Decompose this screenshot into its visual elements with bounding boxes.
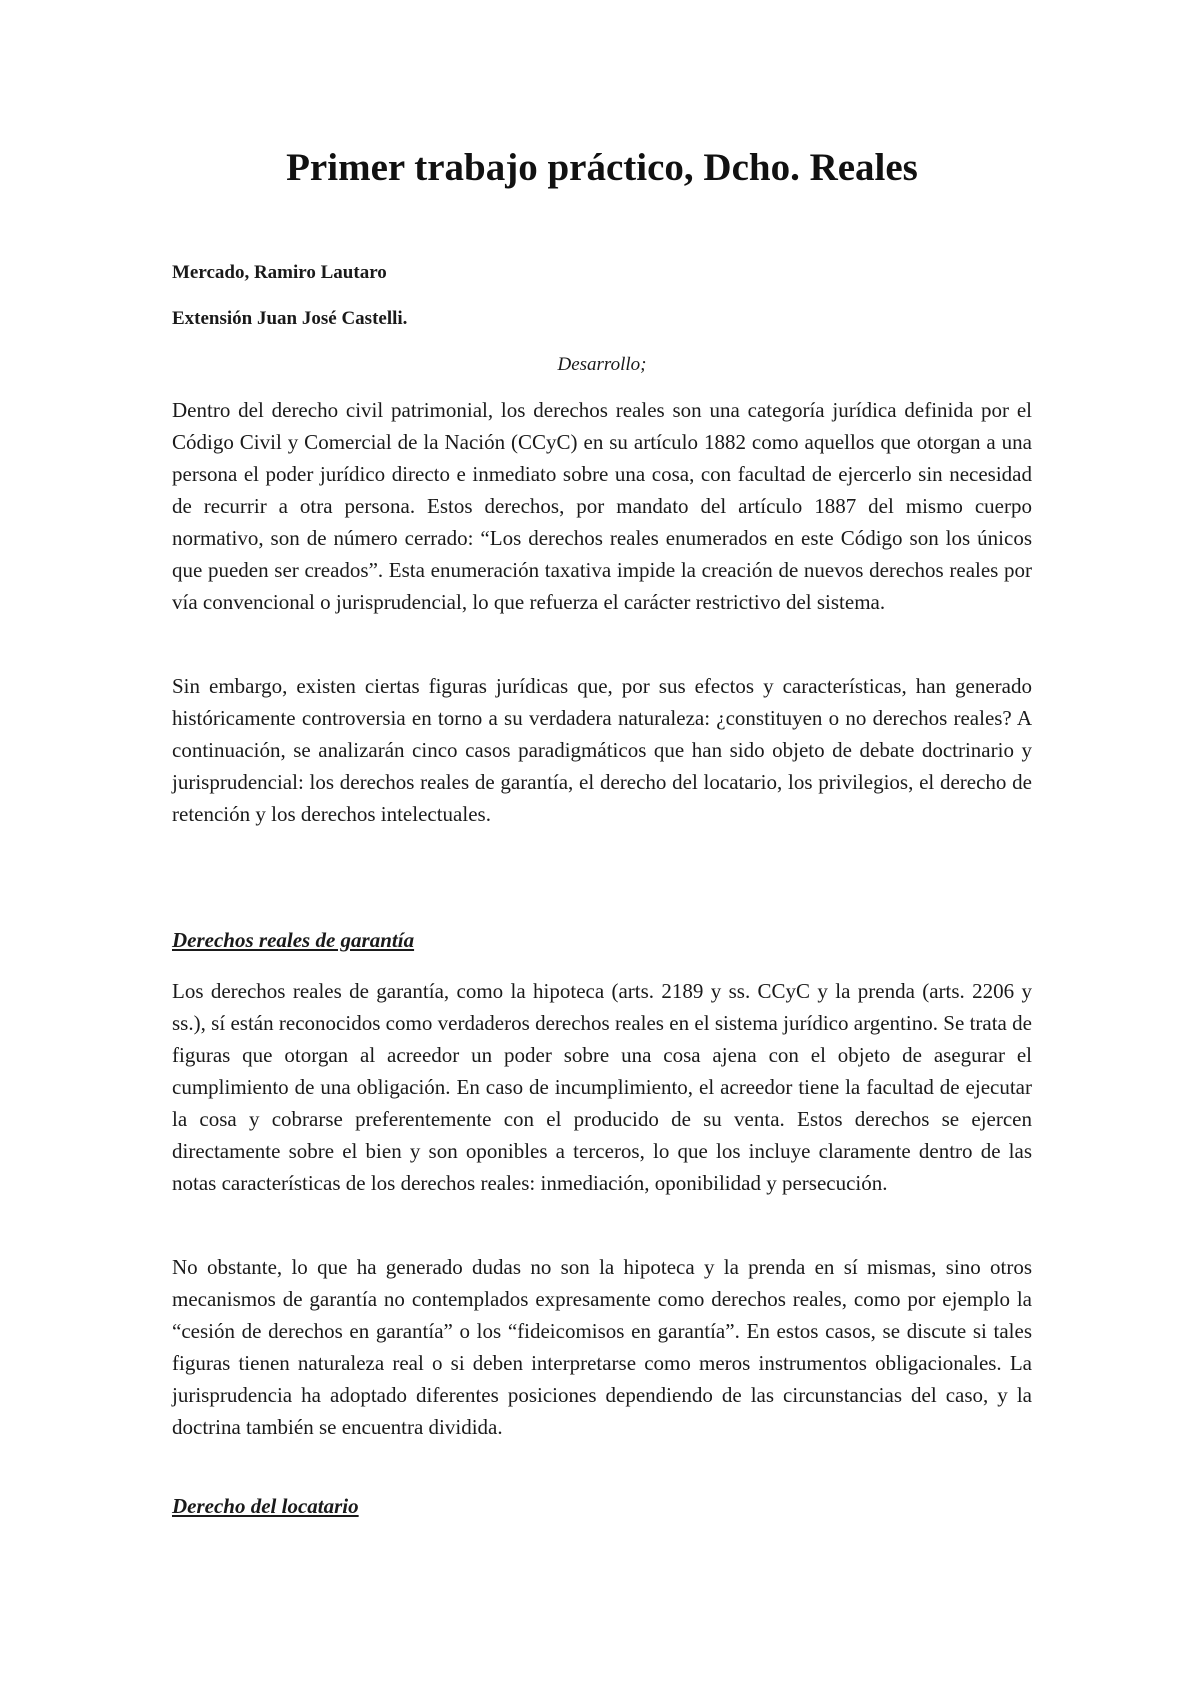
section-garantia-paragraph-2: No obstante, lo que ha generado dudas no son la hipoteca y la prenda en sí mismas, sino otros mecanismos de garantía no contemplados expresamente como derechos reales, como por ejemplo la “cesión de derechos en garantía” o los “fideicomisos en garantía”. En estos casos, se discute si tales figuras tienen naturaleza real o si deben interpretarse como meros instrumentos obligacionales. La jurisprudencia ha adoptado diferentes posiciones dependiendo de las circunstancias del caso, y la doctrina también se encuentra dividida. <box>172 1255 1032 1439</box>
intro-paragraph-2: Sin embargo, existen ciertas figuras jurídicas que, por sus efectos y características, han generado históricamente controversia en torno a su verdadera naturaleza: ¿constituyen o no derechos reales? A continuación, se analizarán cinco casos paradigmáticos que han sido objeto de debate doctrinario y jurisprudencial: los derechos reales de garantía, el derecho del locatario, los privilegios, el derecho de retención y los derechos intelectuales. <box>172 674 1032 826</box>
intro-paragraph-1: Dentro del derecho civil patrimonial, los derechos reales son una categoría jurídica definida por el Código Civil y Comercial de la Nación (CCyC) en su artículo 1882 como aquellos que otorgan a una persona el poder jurídico directo e inmediato sobre una cosa, con facultad de ejercerlo sin necesidad de recurrir a otra persona. Estos derechos, por mandato del artículo 1887 del mismo cuerpo normativo, son de número cerrado: “Los derechos reales enumerados en este Código son los únicos que pueden ser creados”. Esta enumeración taxativa impide la creación de nuevos derechos reales por vía convencional o jurisprudencial, lo que refuerza el carácter restrictivo del sistema. <box>172 398 1032 614</box>
section-garantia-paragraph-1: Los derechos reales de garantía, como la hipoteca (arts. 2189 y ss. CCyC y la prenda (arts. 2206 y ss.), sí están reconocidos como verdaderos derechos reales en el sistema jurídico argentino. Se trata de figuras que otorgan al acreedor un poder sobre una cosa ajena con el objeto de asegurar el cumplimiento de una obligación. En caso de incumplimiento, el acreedor tiene la facultad de ejecutar la cosa y cobrarse preferentemente con el producido de su venta. Estos derechos se ejercen directamente sobre el bien y son oponibles a terceros, lo que los incluye claramente dentro de las notas características de los derechos reales: inmediación, oponibilidad y persecución. <box>172 979 1032 1195</box>
section-heading-locatario: Derecho del locatario <box>172 1494 359 1518</box>
document-title: Primer trabajo práctico, Dcho. Reales <box>286 146 918 189</box>
extension-name: Extensión Juan José Castelli. <box>172 308 408 329</box>
development-heading: Desarrollo; <box>557 354 647 375</box>
author-name: Mercado, Ramiro Lautaro <box>172 262 387 283</box>
section-heading-garantia: Derechos reales de garantía <box>172 928 415 952</box>
